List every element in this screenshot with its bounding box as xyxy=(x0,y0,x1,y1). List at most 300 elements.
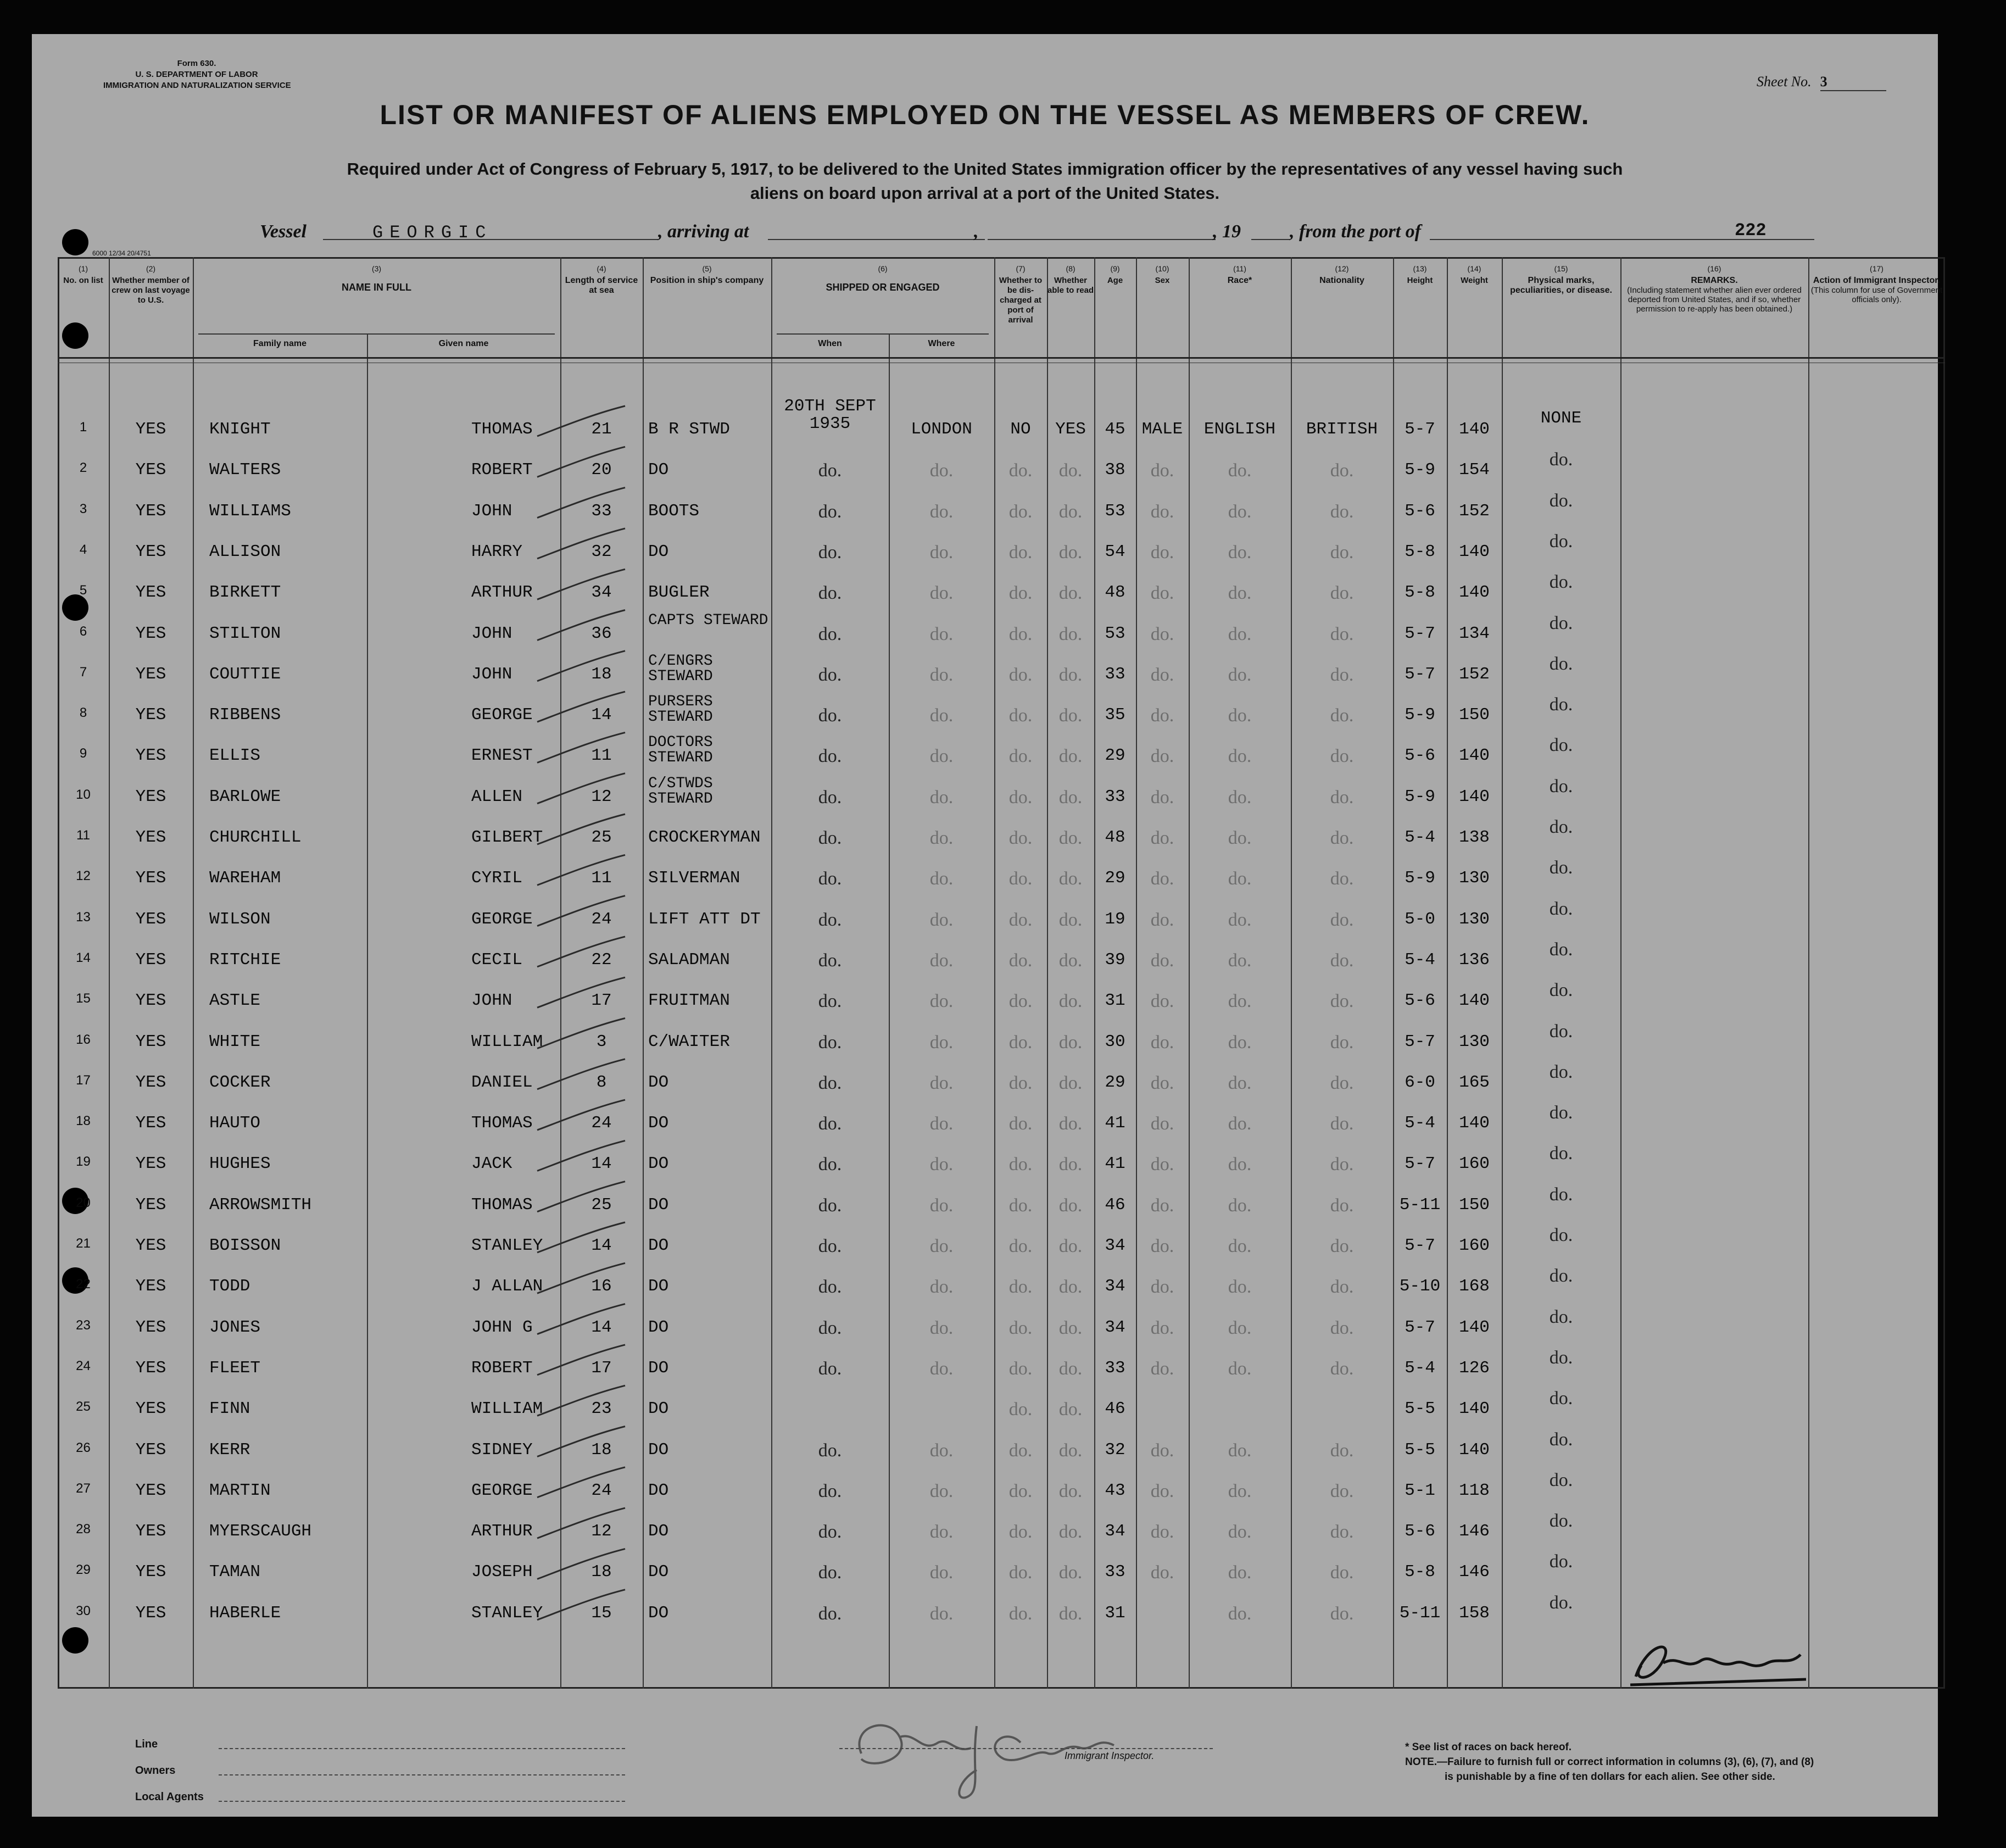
cell-marks: do. xyxy=(1549,531,1573,552)
cell-read: do. xyxy=(1058,1480,1083,1501)
cell-weight: 140 xyxy=(1459,542,1490,561)
cell-when: do. xyxy=(818,1154,842,1175)
cell-sex: MALE xyxy=(1141,420,1183,439)
cell-race: do. xyxy=(1228,1358,1252,1379)
line-label: Line xyxy=(135,1738,158,1750)
cell-age: 41 xyxy=(1105,1114,1125,1133)
cell-nationality: do. xyxy=(1330,542,1354,563)
cell-weight: 160 xyxy=(1459,1154,1490,1174)
cell-age: 29 xyxy=(1105,869,1125,888)
cell-race: do. xyxy=(1228,664,1252,685)
cell-nationality: do. xyxy=(1330,1522,1354,1543)
check-mark xyxy=(537,1304,625,1334)
cell-sex: do. xyxy=(1150,1072,1174,1093)
subcolumn-label: Family name xyxy=(253,339,307,348)
cell-sex: do. xyxy=(1150,1440,1174,1461)
cell-nationality: do. xyxy=(1330,1562,1354,1583)
cell-given: DANIEL xyxy=(471,1072,533,1092)
cell-marks: do. xyxy=(1549,653,1573,674)
cell-last-voyage: YES xyxy=(135,1114,166,1133)
cell-where: do. xyxy=(929,705,954,726)
cell-no: 30 xyxy=(76,1603,91,1618)
cell-no: 28 xyxy=(76,1522,91,1537)
check-mark xyxy=(537,692,625,722)
cell-height: 5-7 xyxy=(1405,420,1435,439)
arriving-label: , arriving at xyxy=(658,221,749,242)
cell-age: 34 xyxy=(1105,1522,1125,1541)
cell-nationality: do. xyxy=(1330,1440,1354,1461)
cell-nationality: do. xyxy=(1330,1114,1354,1134)
cell-given: WILLIAM xyxy=(471,1399,543,1419)
cell-family: ELLIS xyxy=(209,746,261,766)
cell-age: 54 xyxy=(1105,542,1125,561)
cell-where: do. xyxy=(929,624,954,644)
check-mark xyxy=(537,488,625,518)
cell-nationality: do. xyxy=(1330,950,1354,971)
cell-where: do. xyxy=(929,1072,954,1093)
cell-position: DO xyxy=(648,1603,669,1623)
agents-field xyxy=(219,1801,625,1802)
cell-service: 17 xyxy=(591,1358,612,1378)
cell-race: do. xyxy=(1228,460,1252,481)
cell-sex: do. xyxy=(1150,542,1174,563)
cell-height: 5-7 xyxy=(1405,1236,1435,1255)
cell-family: COUTTIE xyxy=(209,664,281,684)
cell-family: STILTON xyxy=(209,624,281,643)
cell-race: do. xyxy=(1228,746,1252,767)
cell-position: SILVERMAN xyxy=(648,869,740,888)
cell-weight: 140 xyxy=(1459,1399,1490,1419)
cell-discharged: do. xyxy=(1008,1032,1033,1053)
cell-no: 6 xyxy=(79,624,87,639)
cell-weight: 152 xyxy=(1459,501,1490,521)
cell-marks: do. xyxy=(1549,817,1573,837)
cell-where: do. xyxy=(929,1317,954,1338)
cell-given: GILBERT xyxy=(471,828,543,847)
cell-sex: do. xyxy=(1150,991,1174,1012)
cell-weight: 158 xyxy=(1459,1603,1490,1623)
cell-weight: 130 xyxy=(1459,1032,1490,1051)
port-label: , from the port of xyxy=(1290,221,1421,242)
cell-service: 12 xyxy=(591,1522,612,1541)
cell-marks: do. xyxy=(1549,1061,1573,1082)
cell-where: do. xyxy=(929,909,954,930)
cell-when: do. xyxy=(818,828,842,848)
cell-when: do. xyxy=(818,1072,842,1093)
cell-height: 5-6 xyxy=(1405,746,1435,766)
cell-service: 17 xyxy=(591,991,612,1011)
cell-given: SIDNEY xyxy=(471,1440,533,1460)
cell-family: MARTIN xyxy=(209,1480,271,1500)
cell-race: do. xyxy=(1228,542,1252,563)
check-mark xyxy=(537,1467,625,1498)
footer-notes xyxy=(1405,1740,1814,1784)
cell-no: 20 xyxy=(76,1195,91,1210)
cell-sex: do. xyxy=(1150,1114,1174,1134)
cell-marks: do. xyxy=(1549,898,1573,919)
cell-weight: 140 xyxy=(1459,583,1490,603)
cell-marks: do. xyxy=(1549,1592,1573,1613)
cell-race: do. xyxy=(1228,1603,1252,1624)
cell-weight: 136 xyxy=(1459,950,1490,970)
cell-height: 5-5 xyxy=(1405,1440,1435,1460)
cell-age: 30 xyxy=(1105,1032,1125,1051)
cell-when: do. xyxy=(818,705,842,726)
cell-discharged: do. xyxy=(1008,705,1033,726)
check-mark xyxy=(537,1263,625,1293)
cell-where: do. xyxy=(929,1114,954,1134)
cell-race: do. xyxy=(1228,501,1252,522)
cell-when: do. xyxy=(818,542,842,563)
cell-sex: do. xyxy=(1150,869,1174,889)
cell-position: C/STWDS STEWARD xyxy=(648,775,713,808)
cell-given: JOHN xyxy=(471,991,512,1011)
port-number: 222 xyxy=(1735,220,1767,241)
cell-when: do. xyxy=(818,991,842,1012)
cell-sex: do. xyxy=(1150,1032,1174,1053)
cell-sex: do. xyxy=(1150,950,1174,971)
cell-nationality: do. xyxy=(1330,991,1354,1012)
cell-height: 5-11 xyxy=(1399,1195,1441,1215)
cell-nationality: do. xyxy=(1330,705,1354,726)
cell-age: 46 xyxy=(1105,1195,1125,1215)
cell-nationality: do. xyxy=(1330,1603,1354,1624)
cell-weight: 130 xyxy=(1459,869,1490,888)
cell-height: 5-0 xyxy=(1405,909,1435,929)
cell-race: do. xyxy=(1228,624,1252,644)
cell-age: 34 xyxy=(1105,1277,1125,1296)
cell-family: JONES xyxy=(209,1317,261,1337)
cell-where: do. xyxy=(929,542,954,563)
column-note: (This column for use of Government officials only). xyxy=(1810,286,1943,304)
cell-given: ARTHUR xyxy=(471,1522,533,1541)
cell-marks: do. xyxy=(1549,572,1573,593)
cell-sex: do. xyxy=(1150,460,1174,481)
inspector-signature xyxy=(839,1704,1224,1808)
cell-sex: do. xyxy=(1150,583,1174,604)
cell-nationality: do. xyxy=(1330,1317,1354,1338)
cell-no: 14 xyxy=(76,950,91,965)
cell-family: HUGHES xyxy=(209,1154,271,1174)
cell-read: do. xyxy=(1058,664,1083,685)
cell-service: 16 xyxy=(591,1277,612,1296)
cell-given: ALLEN xyxy=(471,787,523,806)
cell-marks: do. xyxy=(1549,1388,1573,1409)
cell-given: THOMAS xyxy=(471,1195,533,1215)
cell-family: COCKER xyxy=(209,1072,271,1092)
cell-sex: do. xyxy=(1150,624,1174,644)
cell-given: JOHN xyxy=(471,624,512,643)
cell-discharged: do. xyxy=(1008,1072,1033,1093)
cell-last-voyage: YES xyxy=(135,950,166,970)
penalty-note-2: is punishable by a fine of ten dollars for each alien. See other side. xyxy=(1445,1771,1775,1783)
cell-last-voyage: YES xyxy=(135,1603,166,1623)
cell-where: do. xyxy=(929,950,954,971)
cell-weight: 154 xyxy=(1459,460,1490,480)
cell-race: do. xyxy=(1228,1317,1252,1338)
cell-no: 3 xyxy=(79,501,87,516)
cell-service: 11 xyxy=(591,746,612,766)
cell-service: 21 xyxy=(591,420,612,439)
page-title: LIST OR MANIFEST OF ALIENS EMPLOYED ON THE VESSEL AS MEMBERS OF CREW. xyxy=(380,99,1590,130)
cell-nationality: do. xyxy=(1330,501,1354,522)
master-signature xyxy=(1625,1633,1834,1693)
cell-last-voyage: YES xyxy=(135,705,166,725)
subcolumn-label: When xyxy=(818,339,842,348)
cell-given: GEORGE xyxy=(471,705,533,725)
cell-last-voyage: YES xyxy=(135,869,166,888)
check-mark xyxy=(537,1059,625,1089)
cell-when: do. xyxy=(818,1114,842,1134)
cell-height: 5-5 xyxy=(1405,1399,1435,1419)
cell-last-voyage: YES xyxy=(135,828,166,847)
cell-position: DO xyxy=(648,1236,669,1255)
cell-no: 1 xyxy=(79,420,87,435)
cell-discharged: do. xyxy=(1008,1399,1033,1420)
cell-marks: do. xyxy=(1549,694,1573,715)
cell-marks: do. xyxy=(1549,776,1573,797)
cell-race: do. xyxy=(1228,950,1252,971)
cell-no: 26 xyxy=(76,1440,91,1455)
cell-read: do. xyxy=(1058,460,1083,481)
cell-race: do. xyxy=(1228,583,1252,604)
cell-position: BOOTS xyxy=(648,501,700,521)
cell-position: LIFT ATT DT xyxy=(648,909,761,929)
cell-nationality: do. xyxy=(1330,909,1354,930)
cell-position: DO xyxy=(648,460,669,480)
column-number: (17) xyxy=(1870,264,1884,273)
cell-race: do. xyxy=(1228,1072,1252,1093)
cell-read: YES xyxy=(1055,420,1086,439)
cell-weight: 140 xyxy=(1459,787,1490,806)
race-note: * See list of races on back hereof. xyxy=(1405,1741,1572,1753)
column-label: Length of service at sea xyxy=(565,276,638,295)
cell-sex: do. xyxy=(1150,664,1174,685)
cell-no: 25 xyxy=(76,1399,91,1415)
cell-discharged: do. xyxy=(1008,542,1033,563)
cell-discharged: do. xyxy=(1008,787,1033,808)
cell-sex: do. xyxy=(1150,501,1174,522)
cell-age: 33 xyxy=(1105,787,1125,806)
cell-marks: do. xyxy=(1549,1429,1573,1450)
cell-discharged: do. xyxy=(1008,460,1033,481)
cell-family: ARROWSMITH xyxy=(209,1195,312,1215)
cell-no: 4 xyxy=(79,542,87,557)
cell-service: 18 xyxy=(591,664,612,684)
column-label: Position in ship's company xyxy=(650,276,764,285)
cell-race: do. xyxy=(1228,869,1252,889)
cell-when: do. xyxy=(818,950,842,971)
cell-given: CECIL xyxy=(471,950,523,970)
cell-nationality: do. xyxy=(1330,1236,1354,1256)
cell-given: JOHN xyxy=(471,501,512,521)
column-number: (8) xyxy=(1066,264,1076,273)
cell-age: 41 xyxy=(1105,1154,1125,1174)
cell-read: do. xyxy=(1058,1114,1083,1134)
cell-last-voyage: YES xyxy=(135,1522,166,1541)
cell-age: 33 xyxy=(1105,1358,1125,1378)
cell-when: do. xyxy=(818,1603,842,1624)
check-mark xyxy=(537,1549,625,1579)
cell-no: 12 xyxy=(76,869,91,884)
cell-height: 5-9 xyxy=(1405,460,1435,480)
cell-no: 17 xyxy=(76,1072,91,1088)
cell-height: 5-7 xyxy=(1405,1317,1435,1337)
cell-weight: 160 xyxy=(1459,1236,1490,1255)
cell-race: do. xyxy=(1228,1480,1252,1501)
cell-age: 48 xyxy=(1105,583,1125,603)
check-mark xyxy=(537,447,625,477)
subtitle-line-1: Required under Act of Congress of February 5, 1917, to be delivered to the United States immigration officer by the representatives of any vessel having such xyxy=(347,159,1623,179)
cell-race: do. xyxy=(1228,1195,1252,1216)
cell-marks: do. xyxy=(1549,1511,1573,1532)
cell-discharged: do. xyxy=(1008,1358,1033,1379)
cell-family: BARLOWE xyxy=(209,787,281,806)
check-mark xyxy=(537,937,625,967)
cell-height: 5-1 xyxy=(1405,1480,1435,1500)
cell-where: do. xyxy=(929,1277,954,1298)
cell-where: do. xyxy=(929,1358,954,1379)
cell-nationality: do. xyxy=(1330,1032,1354,1053)
cell-no: 7 xyxy=(79,664,87,680)
cell-height: 5-9 xyxy=(1405,787,1435,806)
column-number: (2) xyxy=(146,264,156,273)
cell-position: DO xyxy=(648,1195,669,1215)
cell-marks: do. xyxy=(1549,735,1573,756)
cell-read: do. xyxy=(1058,1399,1083,1420)
cell-discharged: do. xyxy=(1008,1603,1033,1624)
cell-when: do. xyxy=(818,909,842,930)
cell-given: STANLEY xyxy=(471,1236,543,1255)
cell-service: 24 xyxy=(591,1480,612,1500)
cell-height: 5-4 xyxy=(1405,1114,1435,1133)
cell-where: LONDON xyxy=(911,420,972,439)
cell-given: STANLEY xyxy=(471,1603,543,1623)
agents-label: Local Agents xyxy=(135,1791,204,1803)
column-number: (4) xyxy=(597,264,606,273)
column-label: NAME IN FULL xyxy=(342,282,411,293)
cell-service: 14 xyxy=(591,1154,612,1174)
cell-service: 24 xyxy=(591,909,612,929)
cell-last-voyage: YES xyxy=(135,1399,166,1419)
column-label: Whether able to read xyxy=(1047,276,1094,295)
check-mark xyxy=(537,1427,625,1457)
cell-last-voyage: YES xyxy=(135,501,166,521)
cell-age: 32 xyxy=(1105,1440,1125,1460)
cell-last-voyage: YES xyxy=(135,1358,166,1378)
cell-service: 3 xyxy=(596,1032,607,1051)
cell-race: do. xyxy=(1228,1154,1252,1175)
cell-family: TODD xyxy=(209,1277,250,1296)
inspector-check-marks xyxy=(32,34,1938,1817)
cell-age: 45 xyxy=(1105,420,1125,439)
cell-position: DO xyxy=(648,542,669,561)
cell-age: 19 xyxy=(1105,909,1125,929)
cell-discharged: do. xyxy=(1008,1562,1033,1583)
cell-family: WILSON xyxy=(209,909,271,929)
check-mark xyxy=(537,1100,625,1130)
cell-read: do. xyxy=(1058,1440,1083,1461)
cell-where: do. xyxy=(929,1195,954,1216)
cell-sex: do. xyxy=(1150,1154,1174,1175)
cell-family: HABERLE xyxy=(209,1603,281,1623)
cell-weight: 134 xyxy=(1459,624,1490,643)
cell-where: do. xyxy=(929,1032,954,1053)
cell-when: do. xyxy=(818,664,842,685)
cell-discharged: do. xyxy=(1008,869,1033,889)
cell-where: do. xyxy=(929,664,954,685)
cell-sex: do. xyxy=(1150,746,1174,767)
cell-where: do. xyxy=(929,1440,954,1461)
cell-service: 24 xyxy=(591,1114,612,1133)
cell-discharged: do. xyxy=(1008,828,1033,848)
cell-nationality: do. xyxy=(1330,746,1354,767)
cell-age: 33 xyxy=(1105,1562,1125,1582)
cell-height: 5-9 xyxy=(1405,705,1435,725)
cell-read: do. xyxy=(1058,909,1083,930)
check-mark xyxy=(537,1182,625,1212)
cell-where: do. xyxy=(929,460,954,481)
column-label: REMARKS. xyxy=(1691,276,1738,285)
check-mark xyxy=(537,406,625,436)
cell-where: do. xyxy=(929,869,954,889)
cell-when: do. xyxy=(818,787,842,808)
cell-height: 5-6 xyxy=(1405,1522,1435,1541)
cell-position: DO xyxy=(648,1440,669,1460)
cell-no: 23 xyxy=(76,1317,91,1333)
cell-last-voyage: YES xyxy=(135,1277,166,1296)
cell-age: 48 xyxy=(1105,828,1125,847)
cell-read: do. xyxy=(1058,1562,1083,1583)
cell-service: 25 xyxy=(591,828,612,847)
cell-nationality: do. xyxy=(1330,1480,1354,1501)
cell-weight: 150 xyxy=(1459,705,1490,725)
sheet-number-label: Sheet No. xyxy=(1757,74,1812,90)
cell-discharged: do. xyxy=(1008,583,1033,604)
column-label: Weight xyxy=(1461,276,1488,285)
cell-family: KERR xyxy=(209,1440,250,1460)
cell-nationality: do. xyxy=(1330,1072,1354,1093)
check-mark xyxy=(537,1508,625,1538)
line-field xyxy=(219,1748,625,1749)
column-label: Physical marks, peculiarities, or disease. xyxy=(1510,276,1612,295)
cell-position: B R STWD xyxy=(648,420,730,439)
cell-service: 33 xyxy=(591,501,612,521)
cell-where: do. xyxy=(929,501,954,522)
check-mark xyxy=(537,1345,625,1375)
cell-race: do. xyxy=(1228,1562,1252,1583)
cell-discharged: do. xyxy=(1008,1317,1033,1338)
cell-weight: 165 xyxy=(1459,1072,1490,1092)
cell-last-voyage: YES xyxy=(135,1236,166,1255)
cell-sex: do. xyxy=(1150,909,1174,930)
cell-weight: 140 xyxy=(1459,1114,1490,1133)
column-label: Sex xyxy=(1155,276,1170,285)
penalty-note-1: NOTE.—Failure to furnish full or correct information in columns (3), (6), (7), and (8) xyxy=(1405,1756,1814,1768)
cell-last-voyage: YES xyxy=(135,746,166,766)
cell-read: do. xyxy=(1058,624,1083,644)
cell-age: 38 xyxy=(1105,460,1125,480)
cell-sex: do. xyxy=(1150,1480,1174,1501)
column-number: (16) xyxy=(1707,264,1721,273)
cell-discharged: do. xyxy=(1008,1522,1033,1543)
cell-sex: do. xyxy=(1150,1522,1174,1543)
cell-nationality: do. xyxy=(1330,1195,1354,1216)
cell-height: 5-7 xyxy=(1405,1154,1435,1174)
cell-position: DO xyxy=(648,1317,669,1337)
inspector-label: Immigrant Inspector. xyxy=(1065,1750,1155,1761)
cell-no: 24 xyxy=(76,1358,91,1373)
